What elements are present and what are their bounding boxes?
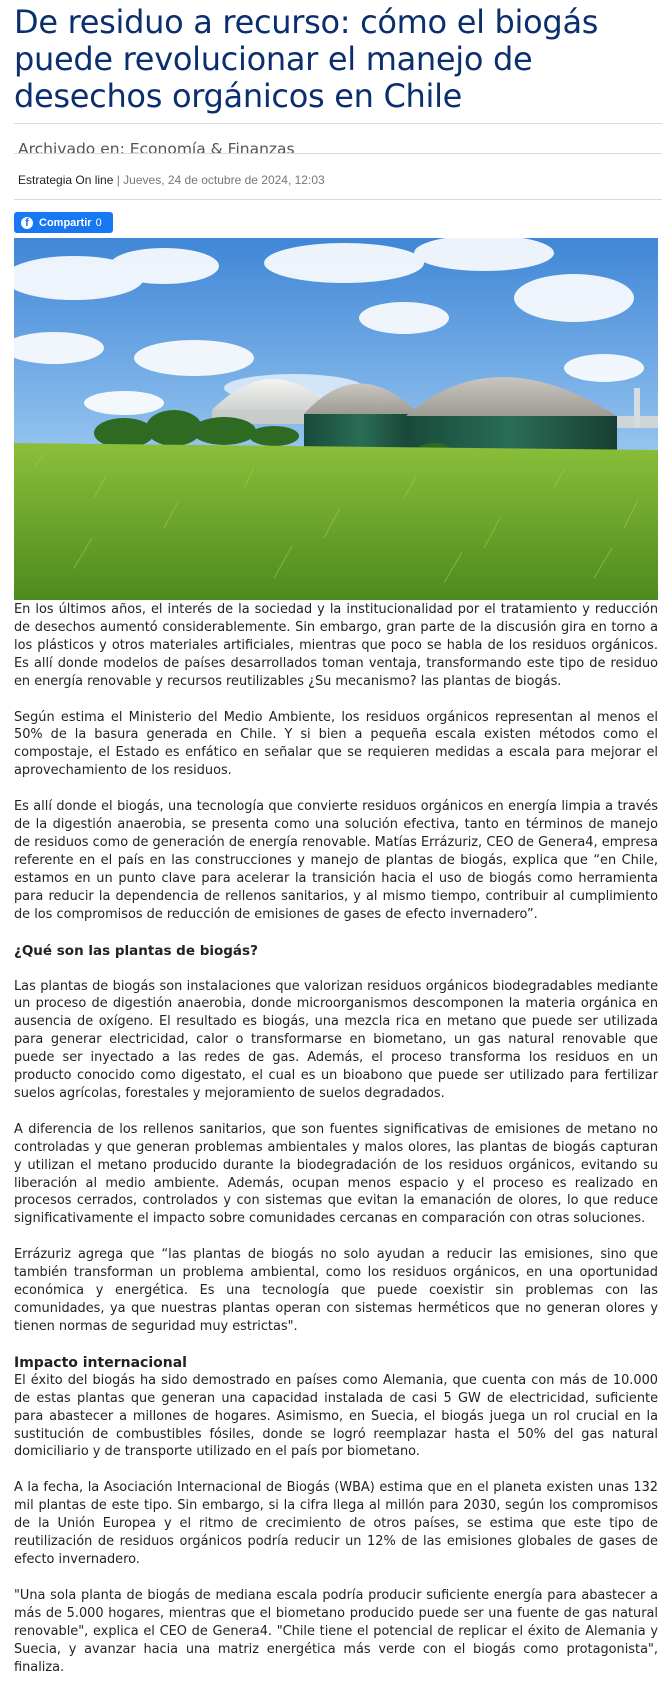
hero-image [14,238,658,600]
paragraph: Según estima el Ministerio del Medio Ambiente, los residuos orgánicos representan al menos el 50% de la basura generada en Chile. Y si bien a pequeña escala existen métodos como el compostaje, el Estado es enfático en señalar que se requieren medidas a escala para mejorar el aprovechamiento de los residuos. [14,709,658,779]
byline-author[interactable]: Estrategia On line [18,173,114,187]
byline [18,173,325,187]
category-label: Archivado en: Economía & Finanzas [18,140,295,158]
paragraph: Es allí donde el biogás, una tecnología que convierte residuos orgánicos en energía limpia a través de la digestión anaerobia, se presenta como una solución efectiva, tanto en términos de manejo de residuos como de generación de energía renovable. Matías Errázuriz, CEO de Genera4, empresa referente en el país en las construcciones y manejo de plantas de biogás, explica que “en Chile, estamos en un punto clave para acelerar la transición hacia el uso de biogás como herramienta para reducir la dependencia de rellenos sanitarios, y al mismo tiempo, contribuir al cumplimiento de los compromisos de reducción de emisiones de gases de efecto invernadero”. [14,799,658,922]
paragraph: Las plantas de biogás son instalaciones que valorizan residuos orgánicos biodegradables mediante un proceso de digestión anaerobia, donde microorganismos descomponen la materia orgánica en ausencia de oxígeno. El resultado es biogás, una mezcla rica en metano que puede ser utilizada para generar electricidad, calor o transformarse en biometano, un gas natural renovable que puede ser inyectado a las redes de gas. Además, el proceso transforma los residuos en un producto conocido como digestato, el cual es un bioabono que puede ser utilizado para fertilizar suelos agrícolas, forestales y mejoramiento de suelos degradados. [14,978,658,1101]
article-title: De residuo a recurso: cómo el biogás puede revolucionar el manejo de desechos orgánicos en Chile [14,3,599,115]
facebook-share-button[interactable] [14,212,113,233]
section-heading: Impacto internacional [14,1354,187,1371]
facebook-icon: f [21,217,33,229]
paragraph: A diferencia de los rellenos sanitarios, que son fuentes significativas de emisiones de metano no controladas y que generan problemas ambientales y malos olores, las plantas de biogás capturan y utilizan el metano producido durante la biodegradación de los residuos orgánicos, evitando su liberación al medio ambiente. Además, ocupan menos espacio y el proceso es realizado en procesos cerrados, controlados y con sistemas que evitan la emanación de olores, lo que reduce significativamente el impacto sobre comunidades cercanas en comparación con otras soluciones. [14,1121,658,1227]
section-heading: ¿Qué son las plantas de biogás? [14,942,258,959]
paragraph: Errázuriz agrega que “las plantas de biogás no solo ayudan a reducir las emisiones, sino que también transforman un problema ambiental, como los residuos orgánicos, en una oportunidad económica y energética. Es una tecnología que puede coexistir sin problemas con las comunidades, ya que nuestras plantas operan con sistemas herméticos que no generan olores y tienen normas de seguridad muy estrictas". [14,1247,658,1334]
divider [14,153,662,154]
paragraph: A la fecha, la Asociación Internacional de Biogás (WBA) estima que en el planeta existen unas 132 mil plantas de este tipo. Sin embargo, si la cifra llega al millón para 2030, según los compromisos de la Unión Europea y el ritmo de crecimiento de otros países, se estima que este tipo de reutilización de residuos orgánicos podría reducir un 12% de las emisiones globales de gases de efecto invernadero. [14,1480,658,1567]
divider [14,199,662,200]
paragraph: "Una sola planta de biogás de mediana escala podría producir suficiente energía para abastecer a más de 5.000 hogares, mientras que el biometano producido puede ser una fuente de gas natural renovable", explica el CEO de Genera4. "Chile tiene el potencial de replicar el éxito de Alemania y Suecia, y avanzar hacia una matriz energética más verde con el biogás como protagonista", finaliza. [14,1587,658,1675]
divider [14,123,662,124]
article-body [14,601,658,1694]
share-count: 0 [95,216,102,229]
paragraph: En los últimos años, el interés de la sociedad y la institucionalidad por el tratamiento y reducción de desechos aumentó considerablemente. Sin embargo, gran parte de la discusión gira en torno a los plásticos y otros materiales artificiales, mientras que poco se habla de los residuos orgánicos. Es allí donde modelos de países desarrollados toman ventaja, transformando este tipo de residuo en energía renovable y recursos reutilizables ¿Su mecanismo? las plantas de biogás. [14,602,658,689]
paragraph: El éxito del biogás ha sido demostrado en países como Alemania, que cuenta con más de 10.000 de estas plantas que generan una capacidad instalada de casi 5 GW de electricidad, suficiente para abastecer a millones de hogares. Asimismo, en Suecia, el biogás juega un rol crucial en la sustitución de combustibles fósiles, donde se logró reemplazar hasta el 50% del gas natural domiciliario y de transporte utilizado en el país por biometano. [14,1372,658,1460]
byline-date: | Jueves, 24 de octubre de 2024, 12:03 [113,173,325,187]
share-label: Compartir [39,216,92,229]
